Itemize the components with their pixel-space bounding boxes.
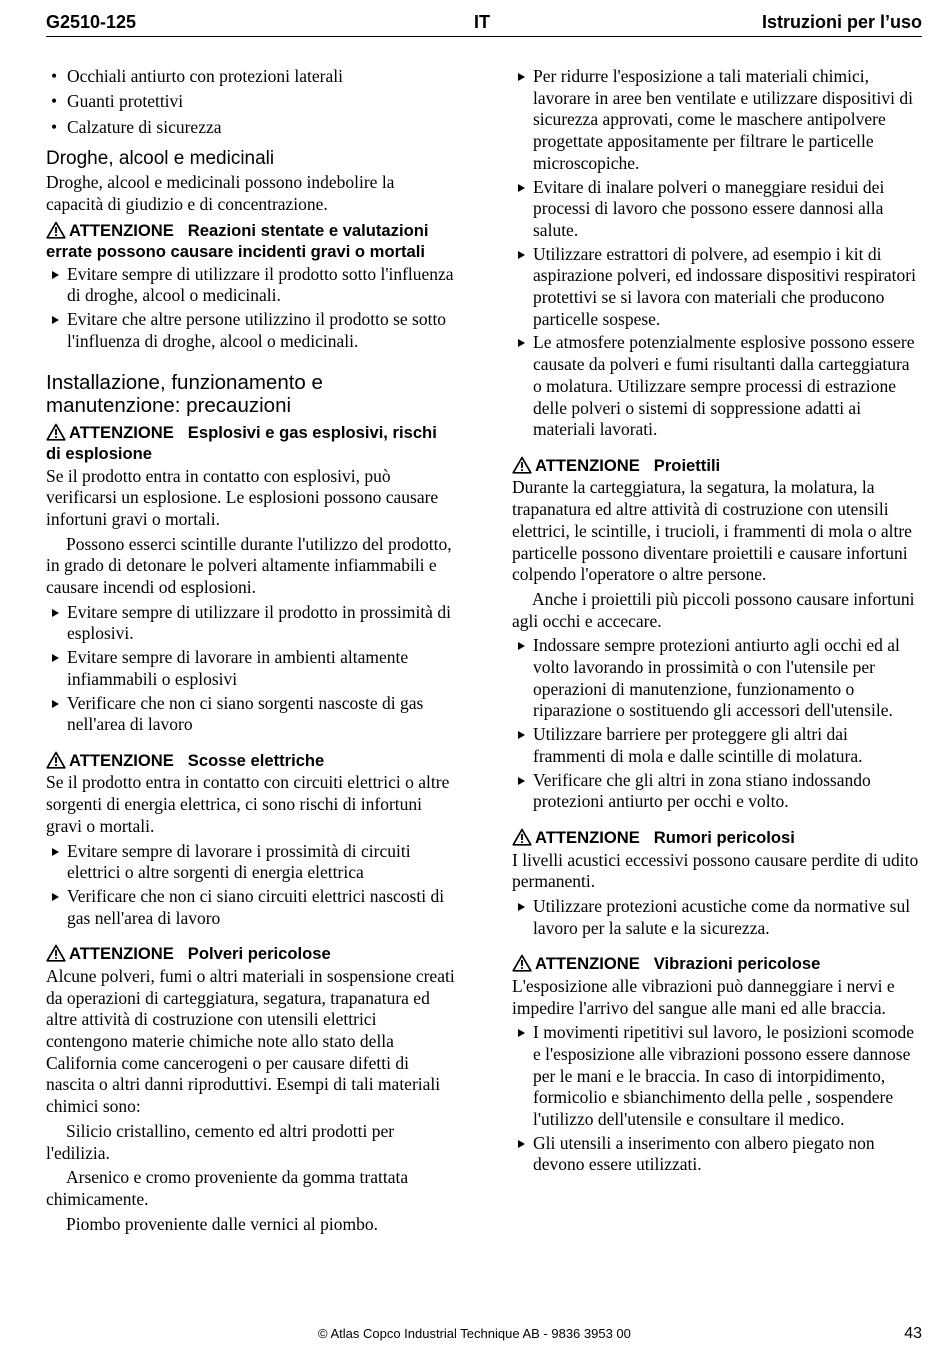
language-code: IT [474, 12, 490, 32]
list-item: Evitare sempre di utilizzare il prodotto in prossimità di esplosivi. [46, 602, 456, 645]
instruction-list [512, 896, 922, 939]
paragraph: Piombo proveniente dalle vernici al piombo. [66, 1213, 379, 1234]
warning-triangle-icon [512, 456, 532, 474]
signal-word: ATTENZIONE [69, 750, 174, 770]
list-item: • Guanti protettivi [46, 91, 456, 113]
list-item: Verificare che non ci siano circuiti elettrici nascosti di gas nell'area di lavoro [46, 886, 456, 929]
warning-title: Vibrazioni pericolose [653, 954, 821, 974]
list-item: Verificare che non ci siano sorgenti nascoste di gas nell'area di lavoro [46, 693, 456, 736]
signal-word: ATTENZIONE [69, 422, 174, 442]
section-heading-install: Installazione, funzionamento e manutenzione: precauzioni [46, 370, 323, 418]
warning-title: Reazioni stentate e valutazioni errate possono causare incidenti gravi o mortali [46, 220, 429, 262]
warning-heading [512, 953, 922, 975]
list-item: Le atmosfere potenzialmente esplosive possono essere causate da polveri e fumi risultanti dalla carteggiatura o molatura. Utilizzare sempre processi di estrazione delle polveri o sistemi di soppressione adatti ai materiali lavorati. [512, 332, 922, 441]
list-item: Utilizzare protezioni acustiche come da normative sul lavoro per la salute e la sicurezza. [512, 896, 922, 939]
left-column [46, 66, 456, 1238]
paragraph: Durante la carteggiatura, la segatura, la molatura, la trapanatura ed altre attività di costruzione con utensili elettrici, le scintille, i trucioli, i frammenti di mola o altre particelle possono diventare proiettili e causare infortuni colpendo l'operatore o altre persone. [512, 477, 912, 585]
signal-word: ATTENZIONE [69, 220, 174, 240]
paragraph: Se il prodotto entra in contatto con circuiti elettrici o altre sorgenti di energia elettrica, ci sono rischi di infortuni gravi o mortali. [46, 772, 450, 836]
right-column [512, 66, 922, 1178]
list-item: • Occhiali antiurto con protezioni laterali [46, 66, 456, 88]
list-item: Evitare sempre di lavorare i prossimità di circuiti elettrici o altre sorgenti di energia elettrica [46, 841, 456, 884]
warning-heading [46, 750, 456, 772]
warning-heading [46, 422, 456, 465]
instruction-list [46, 841, 456, 930]
paragraph: Se il prodotto entra in contatto con esplosivi, può verificarsi un esplosione. Le esplosioni possono causare infortuni gravi o mortali. [46, 465, 439, 529]
list-item: Verificare che gli altri in zona stiano indossando protezioni antiurto per occhi e volto. [512, 770, 922, 813]
instruction-list [512, 1022, 922, 1176]
list-item: Indossare sempre protezioni antiurto agli occhi ed al volto lavorando in prossimità o con l'utensile per operazioni di manutenzione, funzionamento o riparazione o sostituendo gli accessori dell'utensile. [512, 635, 922, 722]
paragraph: L'esposizione alle vibrazioni può danneggiare i nervi e impedire l'arrivo del sangue alle mani ed alle braccia. [512, 975, 895, 1018]
warning-title: Polveri pericolose [187, 944, 331, 964]
warning-triangle-icon [512, 828, 532, 846]
warning-heading [46, 943, 456, 965]
warning-title: Scosse elettriche [187, 750, 325, 770]
signal-word: ATTENZIONE [535, 455, 640, 475]
instruction-list [46, 602, 456, 736]
page-number: 43 [904, 1325, 922, 1342]
list-item: • Calzature di sicurezza [46, 117, 456, 139]
warning-triangle-icon [46, 221, 66, 239]
paragraph: Alcune polveri, fumi o altri materiali in sospensione creati da operazioni di carteggiatura, segatura, trapanatura ed altre attività di costruzione con utensili elettrici contengono materie chimiche note allo stato della California come cancerogeni o per causare difetti di nascita o altri danni riproduttivi. Esempi di tali materiali chimici sono: [46, 965, 455, 1117]
list-item: Utilizzare barriere per proteggere gli altri dai frammenti di mola e dalle scintille di molatura. [512, 724, 922, 767]
instruction-list [512, 635, 922, 813]
list-item: Evitare di inalare polveri o maneggiare residui dei processi di lavoro che possono essere dannosi alla salute. [512, 177, 922, 242]
warning-triangle-icon [46, 751, 66, 769]
signal-word: ATTENZIONE [535, 954, 640, 974]
paragraph: Droghe, alcool e medicinali possono indebolire la capacità di giudizio e di concentrazione. [46, 172, 395, 214]
warning-title: Proiettili [653, 455, 721, 475]
paragraph: Silicio cristallino, cemento ed altri prodotti per l'edilizia. [46, 1120, 395, 1163]
warning-heading [512, 827, 922, 849]
paragraph: I livelli acustici eccessivi possono causare perdite di udito permanenti. [512, 849, 919, 892]
ppe-list [46, 66, 456, 138]
instruction-list [46, 264, 456, 353]
list-item: Utilizzare estrattori di polvere, ad esempio i kit di aspirazione polveri, ed indossare dispositivi respiratori protettivi se si lavora con materiali che producono particelle sospese. [512, 244, 922, 331]
list-item: I movimenti ripetitivi sul lavoro, le posizioni scomode e l'esposizione alle vibrazioni possono essere dannose per le mani e le braccia. In caso di intorpidimento, formicolio e sbianchimento della pelle , sospendere l'utilizzo dell'utensile e consultare il medico. [512, 1022, 922, 1131]
section-heading-drugs: Droghe, alcool e medicinali [46, 148, 275, 170]
list-item: Gli utensili a inserimento con albero piegato non devono essere utilizzati. [512, 1133, 922, 1176]
warning-heading [46, 220, 456, 263]
paragraph: Possono esserci scintille durante l'utilizzo del prodotto, in grado di detonare le polveri altamente infiammabili e causare incendi od esplosioni. [46, 533, 452, 598]
warning-triangle-icon [46, 423, 66, 441]
paragraph: Anche i proiettili più piccoli possono causare infortuni agli occhi e accecare. [512, 588, 915, 631]
list-item: Evitare sempre di utilizzare il prodotto sotto l'influenza di droghe, alcool o medicinali. [46, 264, 456, 307]
copyright-text: © Atlas Copco Industrial Technique AB - 9836 3953 00 [318, 1326, 631, 1341]
warning-triangle-icon [46, 944, 66, 962]
list-item: Evitare sempre di lavorare in ambienti altamente infiammabili o esplosivi [46, 647, 456, 690]
warning-heading [512, 455, 922, 477]
document-code: G2510-125 [46, 12, 137, 32]
signal-word: ATTENZIONE [69, 944, 174, 964]
warning-title: Esplosivi e gas esplosivi, rischi di esplosione [46, 422, 437, 464]
paragraph: Arsenico e cromo proveniente da gomma trattata chimicamente. [46, 1167, 409, 1209]
instruction-list [512, 66, 922, 441]
document-title: Istruzioni per l’uso [761, 12, 922, 32]
warning-triangle-icon [512, 954, 532, 972]
page-header [46, 10, 922, 37]
warning-title: Rumori pericolosi [653, 828, 795, 847]
signal-word: ATTENZIONE [535, 828, 640, 847]
list-item: Per ridurre l'esposizione a tali materiali chimici, lavorare in aree ben ventilate e utilizzare dispositivi di sicurezza approvati, come le maschere antipolvere progettate appositamente per filtrare le particelle microscopiche. [512, 66, 922, 175]
list-item: Evitare che altre persone utilizzino il prodotto se sotto l'influenza di droghe, alcool o medicinali. [46, 309, 456, 352]
